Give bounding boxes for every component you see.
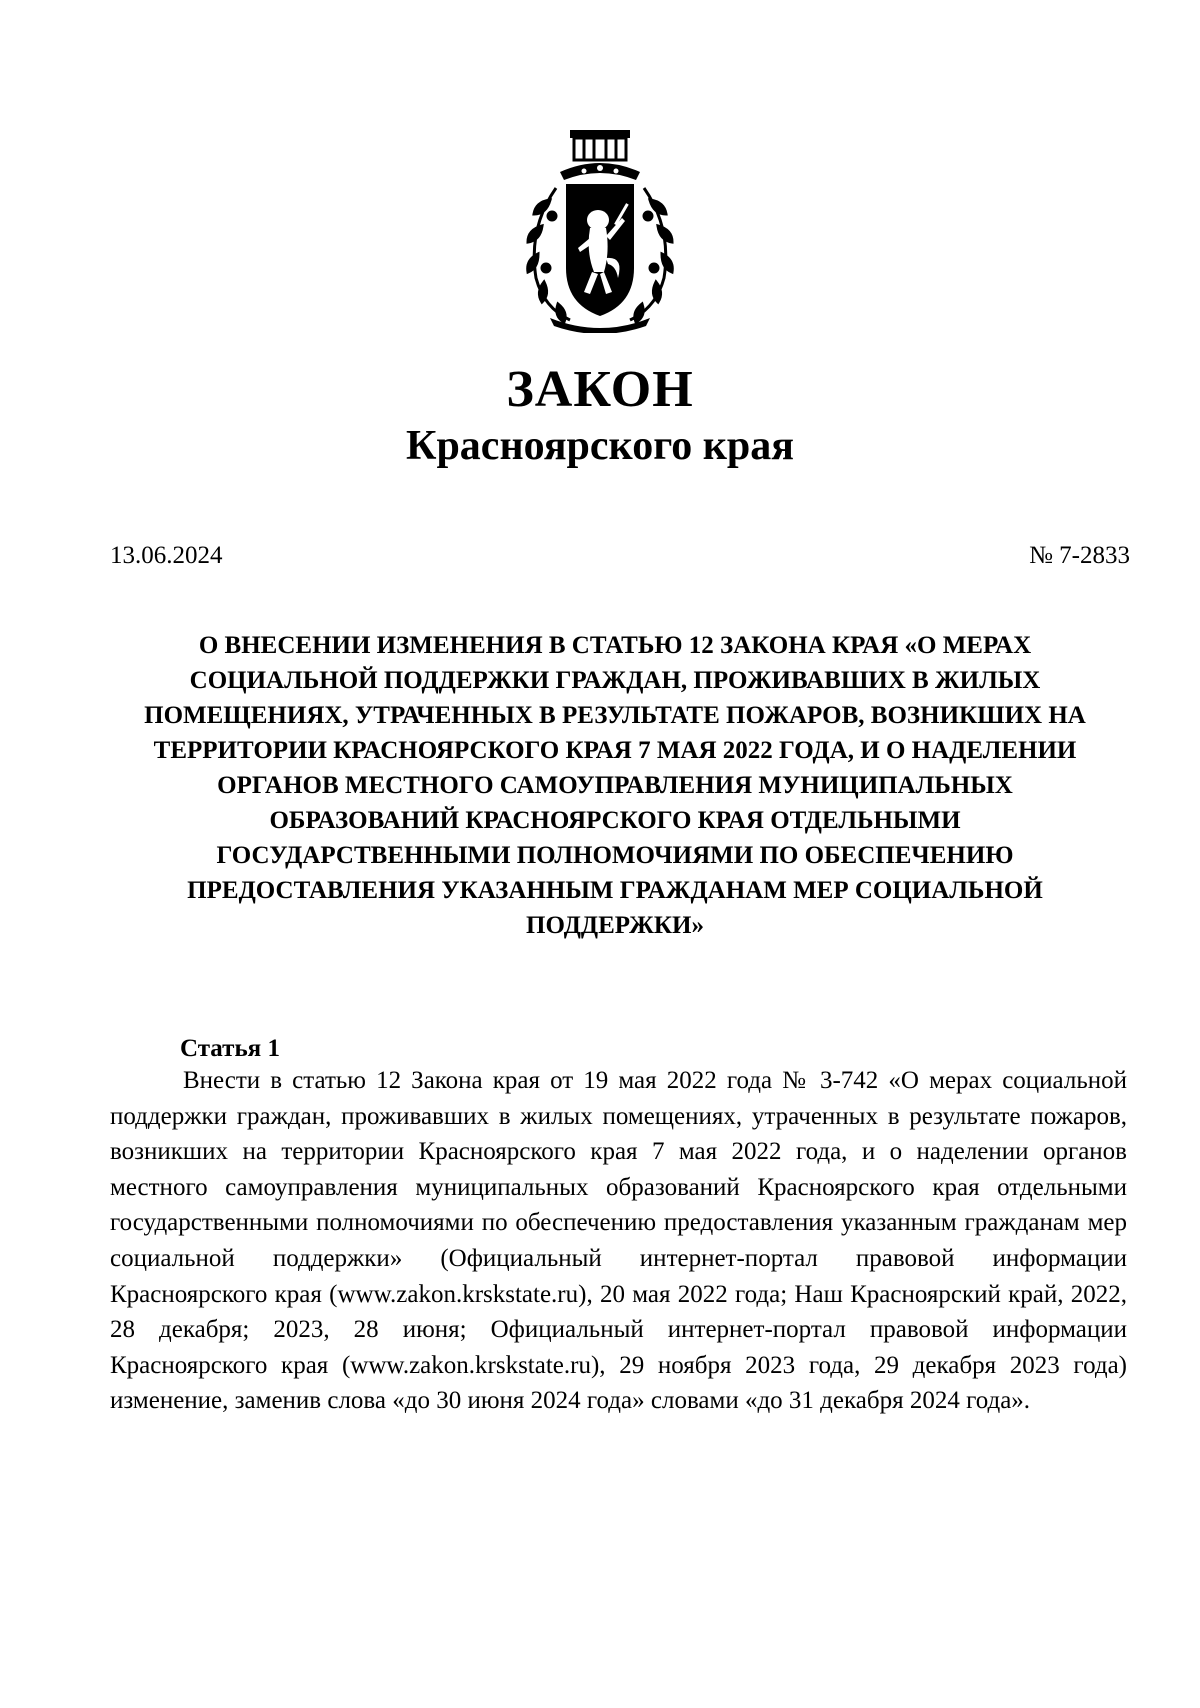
law-title: ЗАКОН (506, 361, 694, 418)
coat-of-arms-icon (520, 128, 680, 333)
law-region: Красноярского края (405, 423, 795, 469)
law-heading: О ВНЕСЕНИИ ИЗМЕНЕНИЯ В СТАТЬЮ 12 ЗАКОНА КРАЯ «О МЕРАХ СОЦИАЛЬНОЙ ПОДДЕРЖКИ ГРАЖДАН, ПРОЖИВАВШИХ В ЖИЛЫХ ПОМЕЩЕНИЯХ, УТРАЧЕННЫХ В РЕЗУЛЬТАТЕ ПОЖАРОВ, ВОЗНИКШИХ НА ТЕРРИТОРИИ КРАСНОЯРСКОГО КРАЯ 7 МАЯ 2022 ГОДА, И О НАДЕЛЕНИИ ОРГАНОВ МЕСТНОГО САМОУПРАВЛЕНИЯ МУНИЦИПАЛЬНЫХ ОБРАЗОВАНИЙ КРАСНОЯРСКОГО КРАЯ ОТДЕЛЬНЫМИ ГОСУДАРСТВЕННЫМИ ПОЛНОМОЧИЯМИ ПО ОБЕСПЕЧЕНИЮ ПРЕДОСТАВЛЕНИЯ УКАЗАННЫМ ГРАЖДАНАМ МЕР СОЦИАЛЬНОЙ ПОДДЕРЖКИ» (144, 632, 1086, 939)
crown-icon (560, 130, 640, 180)
article-title: Статья 1 (180, 1035, 280, 1062)
wreath-right-icon (630, 188, 672, 322)
law-date: 13.06.2024 (110, 542, 223, 569)
article-text: Внести в статью 12 Закона края от 19 мая 2022 года № 3-742 «О мерах социальной поддержки граждан, проживавших в жилых помещениях, утраченных в результате пожаров, возникших на территории Красноярского края 7 мая 2022 года, и о наделении органов местного самоуправления муниципальных образований Красноярского края отдельными государственными полномочиями по обеспечению предоставления указанным гражданам мер социальной поддержки» (Официальный интернет-портал правовой информации Красноярского края (www.zakon.krskstate.ru), 20 мая 2022 года; Наш Красноярский край, 2022, 28 декабря; 2023, 28 июня; Официальный интернет-портал правовой информации Красноярского края (www.zakon.krskstate.ru), 29 ноября 2023 года, 29 декабря 2023 года) изменение, заменив слова «до 30 июня 2024 года» словами «до 31 декабря 2024 года». (110, 1067, 1127, 1415)
law-number: № 7-2833 (1029, 542, 1130, 569)
wreath-left-icon (528, 188, 570, 322)
